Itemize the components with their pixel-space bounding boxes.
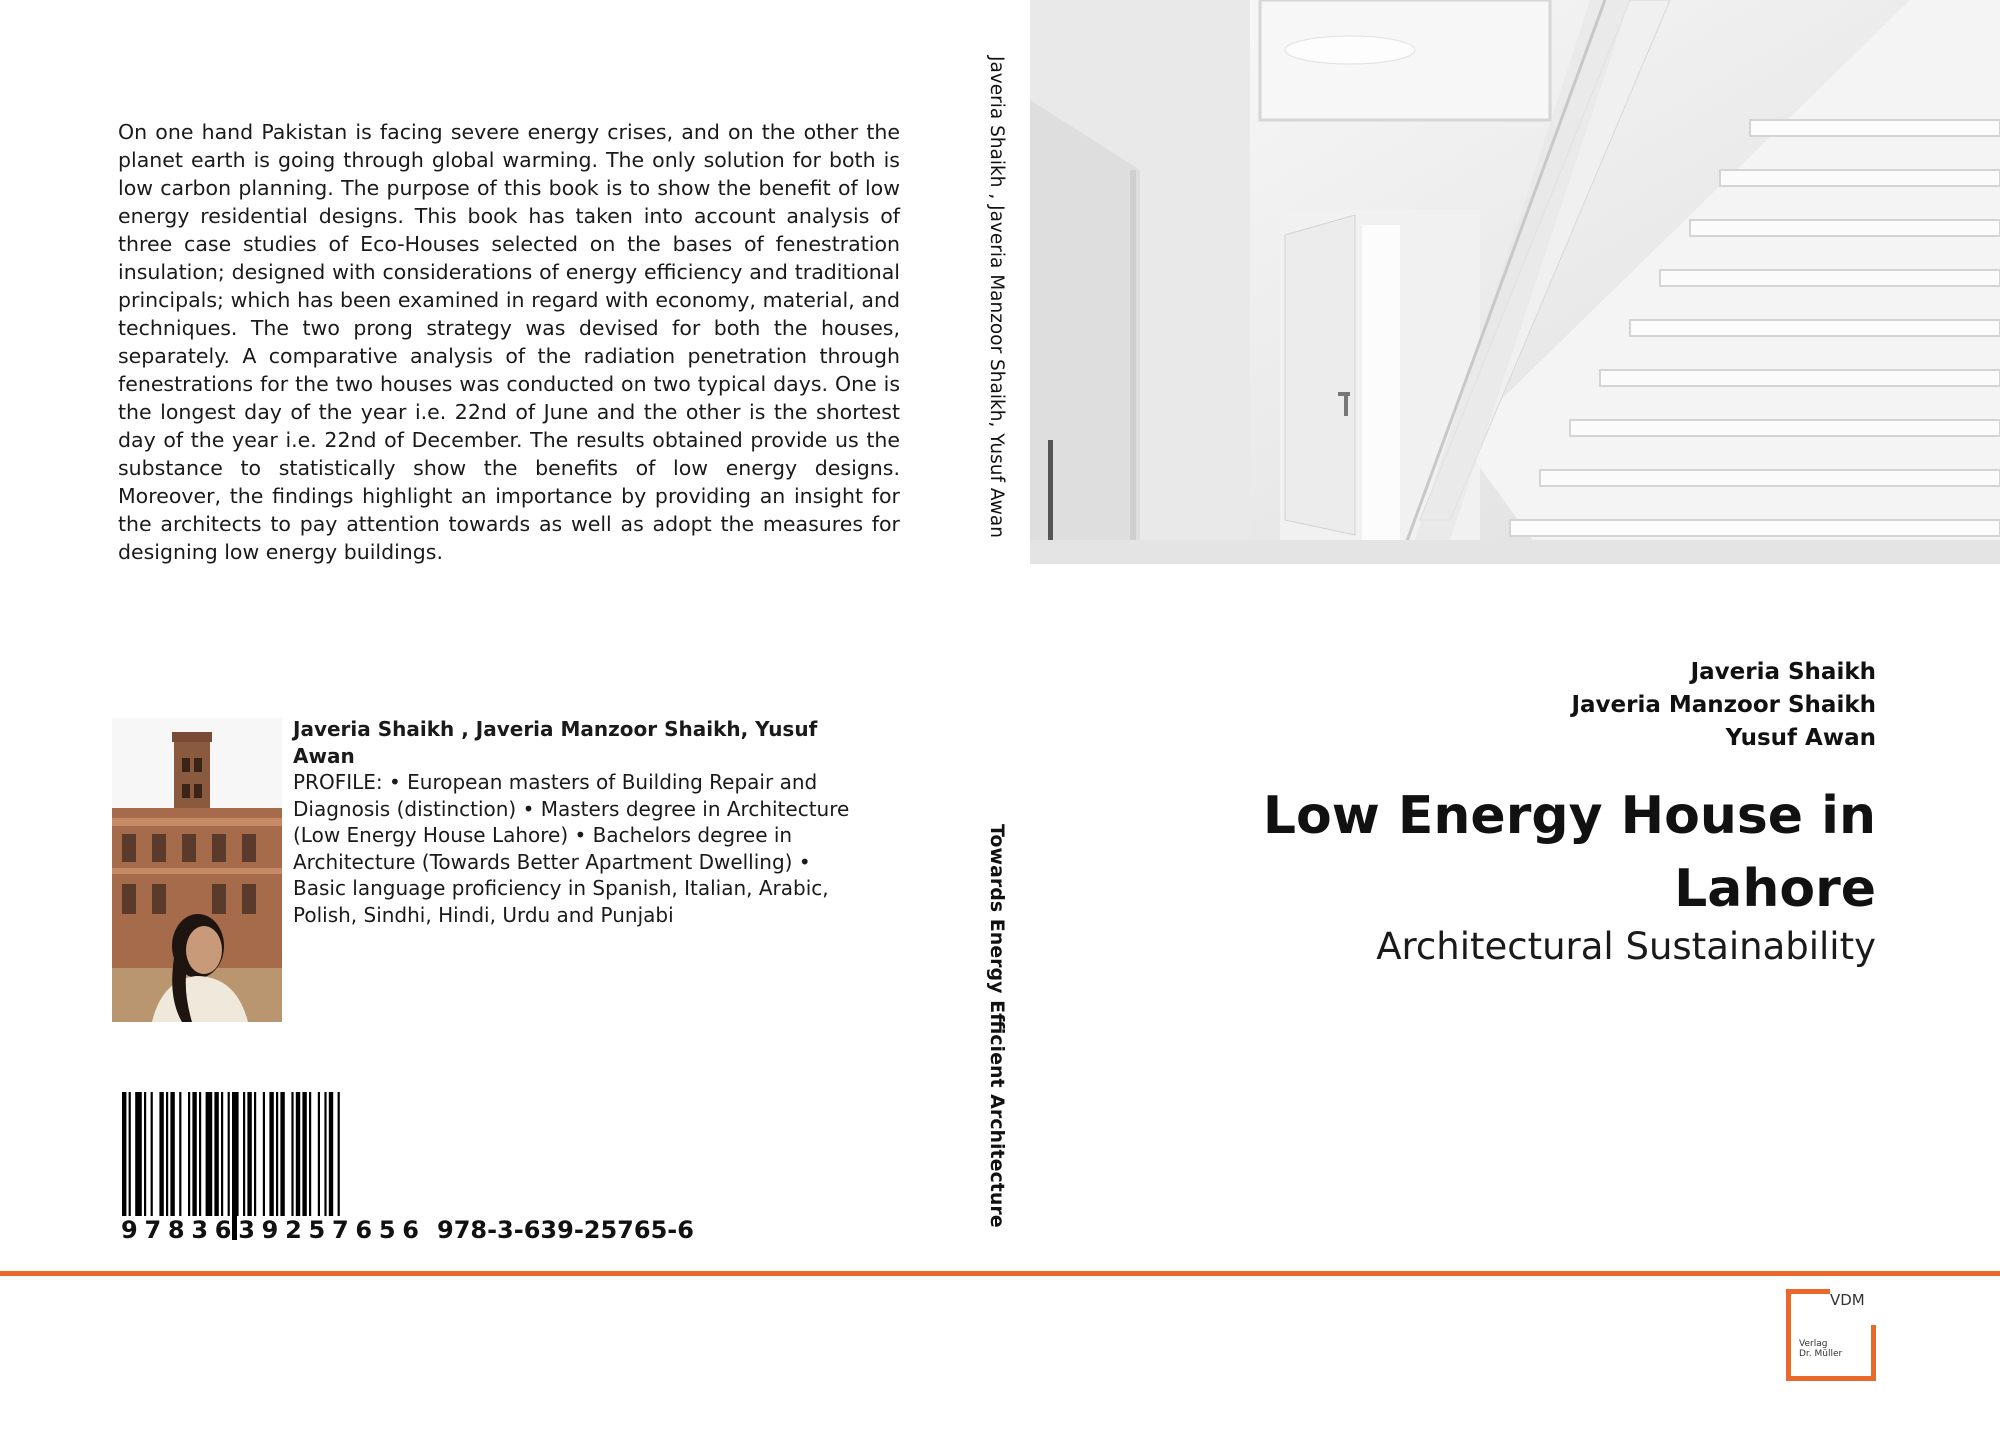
barcode-digit: 3 (191, 1216, 209, 1244)
author-photo-image (112, 718, 282, 1022)
isbn-number: 978-3-639-25765-6 (437, 1216, 694, 1244)
barcode-digit: 6 (355, 1216, 373, 1244)
spine-authors: Javeria Shaikh , Javeria Manzoor Shaikh, Yusuf Awan (986, 56, 1007, 538)
back-cover-blurb: On one hand Pakistan is facing severe energy crises, and on the other the planet earth is going through global warming. The only solution for both is low carbon planning. The purpose of this book is to show the benefit of low energy residential designs. This book has taken into account analysis of three case studies of Eco-Houses selected on the bases of fenestration insulation; designed with considerations of energy efficiency and traditional principals; which has been examined in regard with economy, material, and techniques. The two prong strategy was devised for both the houses, separately. A comparative analysis of the radiation penetration through fenestrations for the two houses was conducted on two typical days. One is the longest day of the year i.e. 22nd of June and the other is the shortest day of the year i.e. 22nd of December. The results obtained provide us the substance to statistically show the benefits of low energy designs. Moreover, the findings highlight an importance by providing an insight for the architects to pay attention towards as well as adopt the measures for designing low energy buildings. (118, 120, 900, 564)
orange-divider (0, 1271, 2000, 1276)
logo-subtitle (1799, 1339, 1859, 1359)
publisher-logo (1786, 1289, 1876, 1381)
logo-vdm-text: VDM (1830, 1291, 1865, 1309)
barcode-digit: 7 (331, 1216, 349, 1244)
barcode-digits (120, 1216, 420, 1244)
author-bio-heading: Javeria Shaikh , Javeria Manzoor Shaikh, Yusuf Awan (293, 717, 818, 768)
barcode-digit: 7 (144, 1216, 162, 1244)
front-authors (1571, 656, 1876, 755)
barcode-digit: 5 (308, 1216, 326, 1244)
author-bio-text: PROFILE: • European masters of Building Repair and Diagnosis (distinction) • Masters degree in Architecture (Low Energy House Lahore) • Bachelors degree in Architecture (Towards Better Apartment Dwelling) • Basic language proficiency in Spanish, Italian, Arabic, Polish, Sindhi, Hindi, Urdu and Punjabi (293, 770, 850, 927)
front-author-2: Javeria Manzoor Shaikh (1571, 692, 1876, 718)
front-author-3: Yusuf Awan (1725, 725, 1876, 751)
barcode-digit: 5 (378, 1216, 396, 1244)
spine-title: Towards Energy Efficient Architecture (986, 824, 1008, 1228)
barcode-digit: 6 (214, 1216, 232, 1244)
barcode-digit: 9 (121, 1216, 138, 1244)
barcode-digit: 8 (167, 1216, 185, 1244)
staircase-interior-image (1030, 0, 2000, 564)
barcode-digit: 3 (238, 1216, 255, 1244)
author-photo (112, 718, 282, 1022)
barcode-digit: 2 (285, 1216, 302, 1244)
book-subtitle: Architectural Sustainability (1376, 925, 1876, 968)
barcode-digit: 9 (261, 1216, 279, 1244)
front-author-1: Javeria Shaikh (1690, 659, 1876, 685)
logo-subtitle-line-2: Dr. Müller (1799, 1349, 1843, 1359)
barcode-digit: 6 (402, 1216, 419, 1244)
book-title: Low Energy House in Lahore (1262, 786, 1876, 919)
author-bio (293, 716, 853, 928)
logo-subtitle-line-1: Verlag (1799, 1339, 1828, 1349)
cover-photo (1030, 0, 2000, 564)
